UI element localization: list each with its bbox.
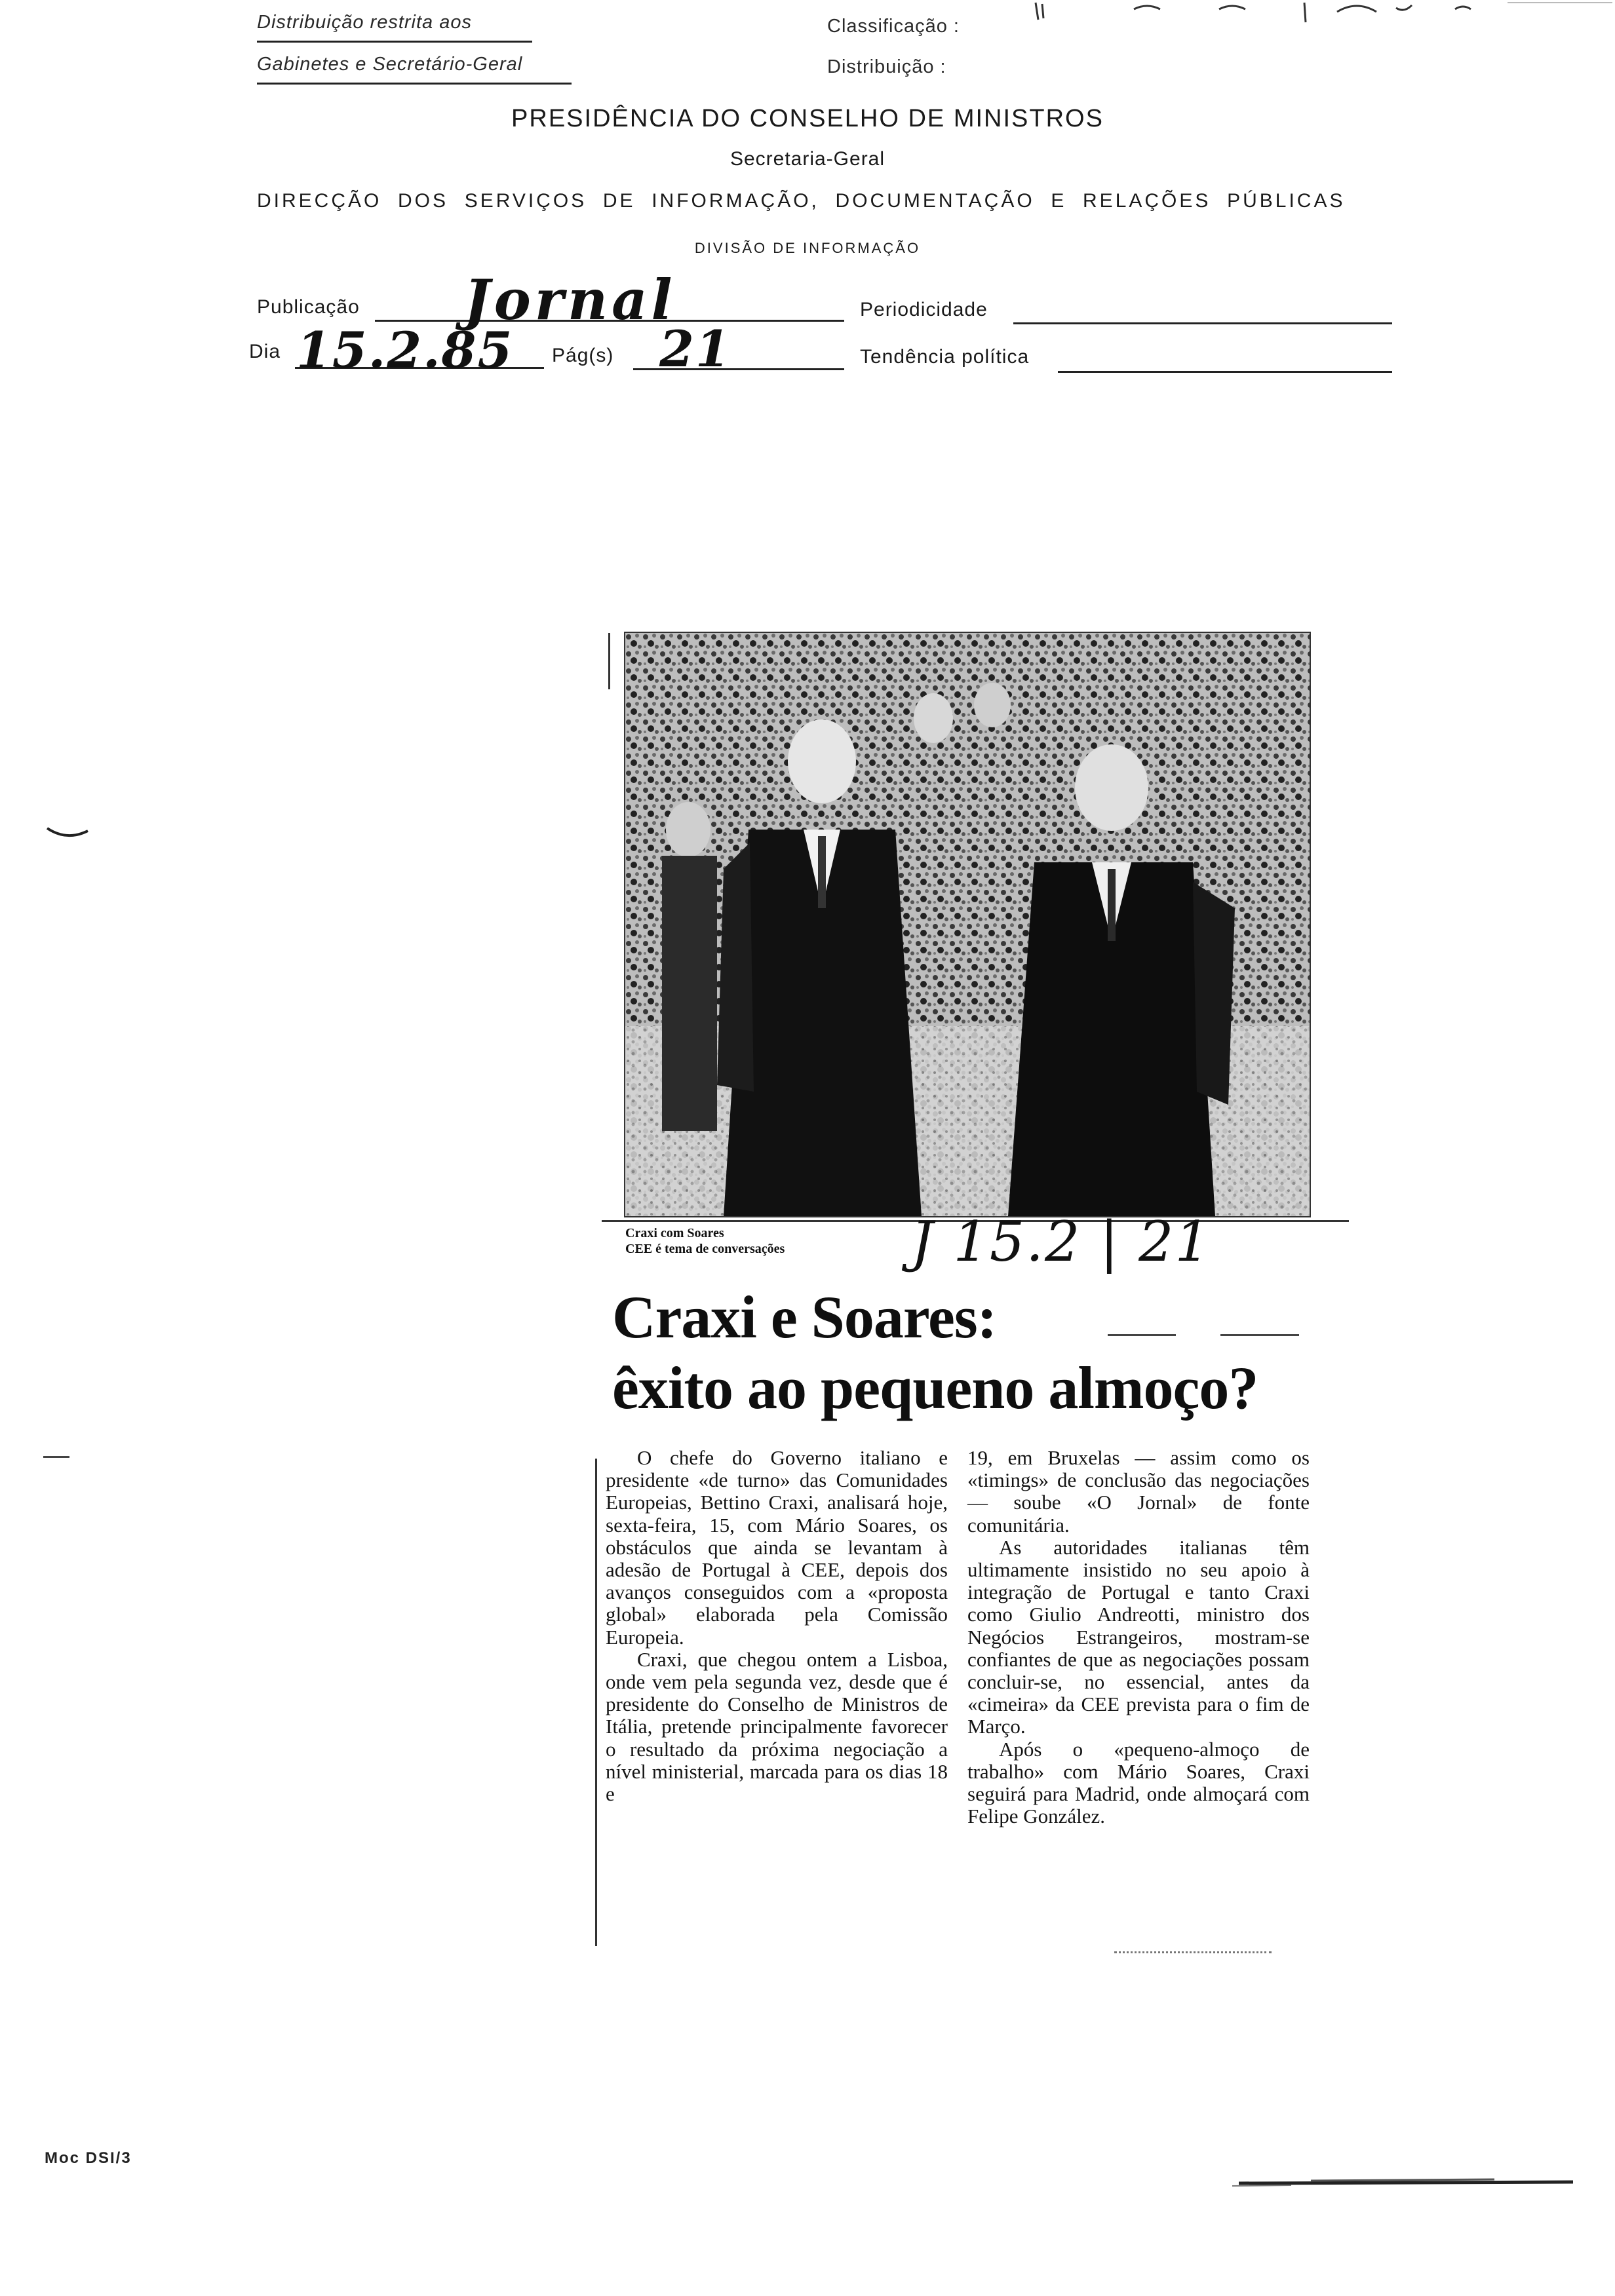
headline-line1: Craxi e Soares: [612, 1284, 997, 1350]
col2-paragraph-3: Após o «pequeno-almoço de trabalho» com Mário Soares, Craxi seguirá para Madrid, onde almoçará com Felipe González. [967, 1737, 1310, 1828]
org-title: PRESIDÊNCIA DO CONSELHO DE MINISTROS [511, 105, 1104, 132]
periodicidade-label: Periodicidade [860, 299, 988, 320]
headline-dash-2 [1220, 1334, 1299, 1336]
col1-paragraph-1: O chefe do Governo italiano e presidente «de turno» das Comunidades Europeias, Bettino Craxi, analisará hoje, sexta-feira, 15, com Mário Soares, os obstáculos que ainda se levantam à adesão de Portugal à CEE, depois dos avanços conseguidos com a «proposta global» elaborada pela Comissão Europeia. [606, 1446, 948, 1649]
org-subtitle: Secretaria-Geral [730, 148, 885, 170]
dia-handwritten: 15.2.85 [296, 321, 514, 379]
bottom-right-scan-streak [1232, 2173, 1586, 2192]
article-left-rule [595, 1459, 597, 1946]
divisao-informacao: DIVISÃO DE INFORMAÇÃO [694, 240, 921, 256]
top-right-scribbles [1022, 0, 1612, 39]
punch-mark-lower [43, 1456, 69, 1458]
col2-paragraph-1: 19, em Bruxelas — assim como os «timings» de conclusão das negociações — soube «O Jornal» de fonte comunitária. [967, 1446, 1310, 1537]
distribution-note-underline [257, 41, 532, 43]
publicacao-handwritten: Jornal [464, 267, 676, 332]
punch-mark-upper [45, 824, 90, 844]
dia-label: Dia [249, 341, 281, 362]
classificacao-label: Classificação : [827, 16, 960, 37]
headline-dash-1 [1108, 1334, 1176, 1336]
pags-handwritten: 21 [659, 320, 731, 378]
publicacao-label: Publicação [257, 296, 360, 318]
clipping-photo [624, 632, 1311, 1217]
article-end-dots [1114, 1951, 1272, 1953]
photo-caption-line2: CEE é tema de conversações [625, 1242, 785, 1256]
form-code: Moc DSI/3 [45, 2149, 132, 2167]
clipping-left-rule-top [608, 633, 610, 689]
pags-label: Pág(s) [552, 345, 614, 366]
distribution-note-line1: Distribuição restrita aos [257, 12, 472, 33]
periodicidade-line [1013, 322, 1392, 324]
tendencia-label: Tendência política [860, 346, 1030, 368]
col1-paragraph-2: Craxi, que chegou ontem a Lisboa, onde vem pela segunda vez, desde que é presidente do Conselho de Ministros de Itália, pretende principalmente favorecer o resultado da próxima negociação a nível ministerial, marcada para os dias 18 e [606, 1647, 948, 1806]
headline-line2: êxito ao pequeno almoço? [612, 1354, 1258, 1421]
distribuicao-label: Distribuição : [827, 56, 946, 77]
handwritten-clipping-ref: J 15.2 | 21 [911, 1210, 1211, 1274]
photo-caption-line1: Craxi com Soares [625, 1226, 724, 1240]
tendencia-line [1058, 371, 1392, 373]
article-column-1 [606, 1447, 948, 1805]
col2-paragraph-2: As autoridades italianas têm ultimamente insistido no seu apoio à integração de Portugal e tanto Craxi como Giulio Andreotti, ministro dos Negócios Estrangeiros, mostram-se confiantes de que as negociações possam concluir-se, no essencial, antes da «cimeira» da CEE prevista para o fim de Março. [967, 1535, 1310, 1738]
direccao-servicos: DIRECÇÃO DOS SERVIÇOS DE INFORMAÇÃO, DOCUMENTAÇÃO E RELAÇÕES PÚBLICAS [257, 190, 1346, 212]
distribution-note-line2: Gabinetes e Secretário-Geral [257, 54, 523, 75]
article-column-2 [967, 1447, 1310, 1827]
distribution-note-underline-2 [257, 83, 572, 85]
